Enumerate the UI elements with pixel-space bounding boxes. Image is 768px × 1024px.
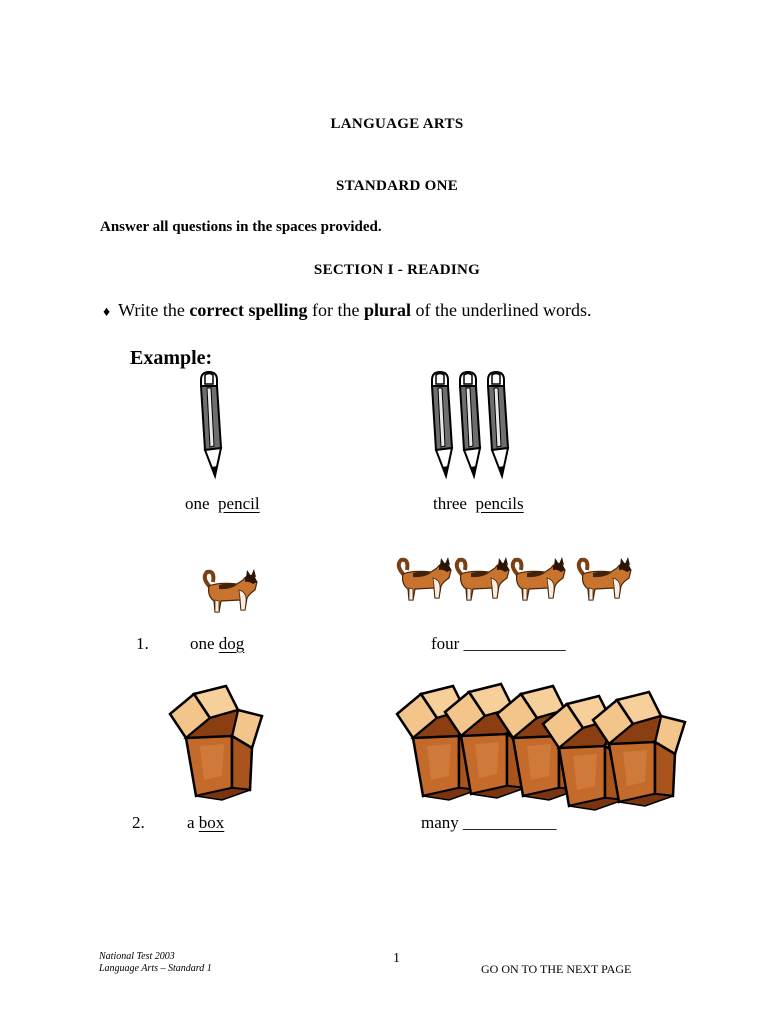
item-1-number: 1.: [136, 634, 149, 653]
dog-icon: [199, 568, 261, 628]
footer-left: [99, 951, 212, 975]
question-bold-2: plural: [364, 300, 412, 320]
three-pencils-icon: [428, 372, 520, 480]
item-1-answer-blank[interactable]: ____________: [463, 634, 566, 653]
example-singular-word: pencil: [218, 494, 260, 513]
item-1-singular-prefix: one: [190, 634, 219, 653]
next-page-notice: GO ON TO THE NEXT PAGE: [481, 962, 632, 976]
item-1-singular: [190, 634, 244, 654]
pencil-icon: [197, 372, 231, 480]
example-plural: [433, 494, 524, 514]
footer-test-name: National Test 2003: [99, 951, 175, 962]
item-1-singular-word: dog: [218, 634, 245, 653]
example-singular-prefix: one: [185, 494, 210, 513]
many-boxes-icon: [393, 680, 683, 805]
item-2-singular-prefix: a: [187, 813, 199, 832]
example-label: Example:: [130, 347, 213, 369]
item-2-number: 2.: [132, 813, 145, 832]
footer-subject: Language Arts – Standard 1: [99, 963, 212, 974]
instruction-text: Answer all questions in the spaces provided.: [100, 219, 382, 235]
four-dogs-icon: [393, 556, 633, 616]
question-text-2: for the: [307, 300, 365, 320]
item-2-singular-word: box: [198, 813, 225, 832]
item-2-answer-blank[interactable]: ___________: [463, 813, 557, 832]
page-subtitle: STANDARD ONE: [335, 178, 459, 194]
example-singular: [185, 494, 260, 514]
question-text-1: Write the: [118, 300, 190, 320]
example-plural-prefix: three: [433, 494, 467, 513]
question-text-3: of the underlined words.: [411, 300, 592, 320]
box-icon: [166, 684, 266, 804]
diamond-bullet-icon: ♦: [103, 305, 111, 320]
item-2-answer: [421, 813, 557, 833]
question-bold-1: correct spelling: [189, 300, 308, 320]
item-2-singular: [187, 813, 224, 833]
item-1-answer: [431, 634, 566, 654]
section-heading: SECTION I - READING: [313, 262, 481, 278]
item-1-plural-prefix: four: [431, 634, 460, 653]
page-number: 1: [393, 951, 400, 966]
example-plural-word: pencils: [475, 494, 524, 513]
item-2-plural-prefix: many: [421, 813, 459, 832]
page-title: LANGUAGE ARTS: [330, 116, 464, 132]
question-instruction: [103, 300, 592, 321]
